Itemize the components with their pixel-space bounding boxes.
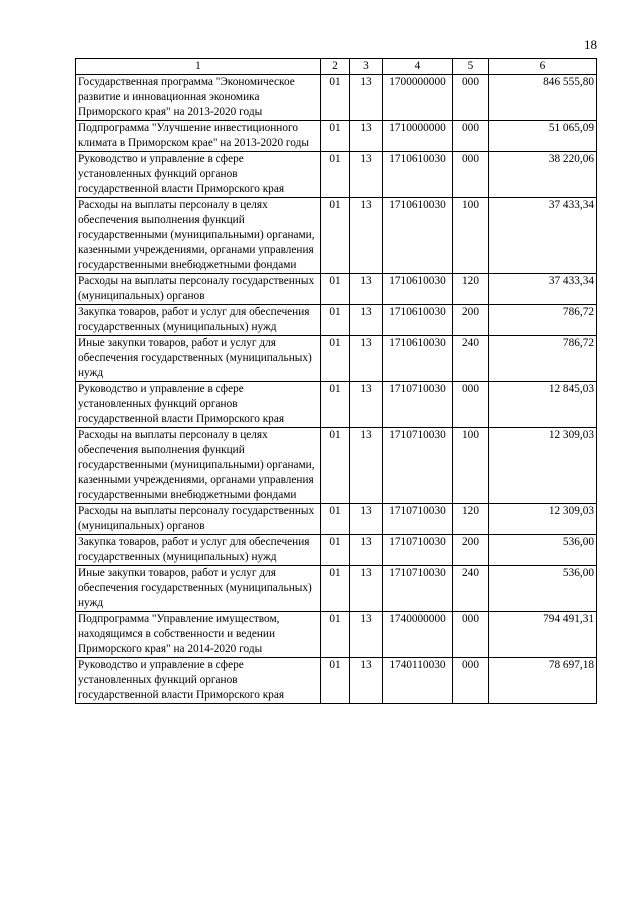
row-expense-type: 120 [453, 274, 489, 305]
column-header-6: 6 [489, 59, 597, 75]
row-target-article: 1740110030 [383, 658, 453, 704]
row-section: 01 [321, 566, 350, 612]
table-row [76, 75, 597, 121]
row-section: 01 [321, 612, 350, 658]
row-target-article: 1710610030 [383, 274, 453, 305]
row-section: 01 [321, 382, 350, 428]
row-section: 01 [321, 658, 350, 704]
row-section: 01 [321, 428, 350, 504]
column-header-4: 4 [383, 59, 453, 75]
row-subsection: 13 [350, 382, 383, 428]
table-row [76, 336, 597, 382]
column-header-3: 3 [350, 59, 383, 75]
row-name: Государственная программа "Экономическое развитие и инновационная экономика Приморского края" на 2013-2020 годы [76, 75, 321, 121]
table-row [76, 504, 597, 535]
row-subsection: 13 [350, 336, 383, 382]
row-expense-type: 200 [453, 305, 489, 336]
row-subsection: 13 [350, 535, 383, 566]
row-target-article: 1700000000 [383, 75, 453, 121]
row-subsection: 13 [350, 274, 383, 305]
row-target-article: 1710610030 [383, 198, 453, 274]
table-row [76, 274, 597, 305]
row-section: 01 [321, 198, 350, 274]
budget-table [75, 58, 597, 704]
row-amount: 786,72 [489, 336, 597, 382]
column-header-2: 2 [321, 59, 350, 75]
row-subsection: 13 [350, 305, 383, 336]
table-row [76, 305, 597, 336]
row-target-article: 1710000000 [383, 121, 453, 152]
row-name: Руководство и управление в сфере установленных функций органов государственной власти Приморского края [76, 152, 321, 198]
row-subsection: 13 [350, 75, 383, 121]
row-amount: 37 433,34 [489, 198, 597, 274]
row-expense-type: 000 [453, 75, 489, 121]
row-expense-type: 000 [453, 121, 489, 152]
row-amount: 12 309,03 [489, 504, 597, 535]
row-name: Закупка товаров, работ и услуг для обеспечения государственных (муниципальных) нужд [76, 535, 321, 566]
row-amount: 37 433,34 [489, 274, 597, 305]
row-name: Расходы на выплаты персоналу в целях обеспечения выполнения функций государственными (муниципальными) органами, казенными учреждениями, органами управления государственными внебюджетными фондами [76, 198, 321, 274]
row-subsection: 13 [350, 566, 383, 612]
row-subsection: 13 [350, 121, 383, 152]
row-target-article: 1710710030 [383, 504, 453, 535]
column-header-5: 5 [453, 59, 489, 75]
row-amount: 846 555,80 [489, 75, 597, 121]
table-row [76, 121, 597, 152]
row-expense-type: 000 [453, 612, 489, 658]
row-amount: 536,00 [489, 566, 597, 612]
row-name: Руководство и управление в сфере установленных функций органов государственной власти Приморского края [76, 658, 321, 704]
row-target-article: 1710610030 [383, 152, 453, 198]
row-section: 01 [321, 75, 350, 121]
row-name: Расходы на выплаты персоналу в целях обеспечения выполнения функций государственными (муниципальными) органами, казенными учреждениями, органами управления государственными внебюджетными фондами [76, 428, 321, 504]
row-subsection: 13 [350, 428, 383, 504]
row-expense-type: 200 [453, 535, 489, 566]
row-expense-type: 240 [453, 566, 489, 612]
row-target-article: 1710610030 [383, 305, 453, 336]
row-subsection: 13 [350, 612, 383, 658]
row-subsection: 13 [350, 152, 383, 198]
row-target-article: 1710710030 [383, 535, 453, 566]
row-amount: 51 065,09 [489, 121, 597, 152]
table-row [76, 198, 597, 274]
row-subsection: 13 [350, 658, 383, 704]
row-section: 01 [321, 336, 350, 382]
row-expense-type: 000 [453, 658, 489, 704]
page-number: 18 [584, 37, 597, 52]
table-row [76, 382, 597, 428]
row-amount: 536,00 [489, 535, 597, 566]
row-name: Закупка товаров, работ и услуг для обеспечения государственных (муниципальных) нужд [76, 305, 321, 336]
table-row [76, 535, 597, 566]
row-section: 01 [321, 535, 350, 566]
row-section: 01 [321, 152, 350, 198]
table-row [76, 152, 597, 198]
row-name: Подпрограмма "Улучшение инвестиционного климата в Приморском крае" на 2013-2020 годы [76, 121, 321, 152]
row-subsection: 13 [350, 198, 383, 274]
row-amount: 12 845,03 [489, 382, 597, 428]
row-amount: 794 491,31 [489, 612, 597, 658]
row-expense-type: 100 [453, 198, 489, 274]
row-name: Подпрограмма "Управление имуществом, находящимся в собственности и ведении Приморского края" на 2014-2020 годы [76, 612, 321, 658]
row-name: Руководство и управление в сфере установленных функций органов государственной власти Приморского края [76, 382, 321, 428]
row-amount: 12 309,03 [489, 428, 597, 504]
row-expense-type: 240 [453, 336, 489, 382]
row-expense-type: 000 [453, 382, 489, 428]
row-amount: 38 220,06 [489, 152, 597, 198]
row-section: 01 [321, 121, 350, 152]
row-subsection: 13 [350, 504, 383, 535]
row-target-article: 1710710030 [383, 566, 453, 612]
table-row [76, 612, 597, 658]
row-target-article: 1710610030 [383, 336, 453, 382]
row-name: Иные закупки товаров, работ и услуг для обеспечения государственных (муниципальных) нужд [76, 336, 321, 382]
row-expense-type: 000 [453, 152, 489, 198]
table-row [76, 566, 597, 612]
row-target-article: 1710710030 [383, 382, 453, 428]
row-section: 01 [321, 504, 350, 535]
row-amount: 786,72 [489, 305, 597, 336]
header-row [76, 59, 597, 75]
table-row [76, 428, 597, 504]
row-amount: 78 697,18 [489, 658, 597, 704]
row-name: Расходы на выплаты персоналу государственных (муниципальных) органов [76, 504, 321, 535]
row-expense-type: 100 [453, 428, 489, 504]
row-target-article: 1740000000 [383, 612, 453, 658]
row-target-article: 1710710030 [383, 428, 453, 504]
row-section: 01 [321, 274, 350, 305]
row-name: Иные закупки товаров, работ и услуг для обеспечения государственных (муниципальных) нужд [76, 566, 321, 612]
row-section: 01 [321, 305, 350, 336]
table-row [76, 658, 597, 704]
row-name: Расходы на выплаты персоналу государственных (муниципальных) органов [76, 274, 321, 305]
column-header-1: 1 [76, 59, 321, 75]
row-expense-type: 120 [453, 504, 489, 535]
